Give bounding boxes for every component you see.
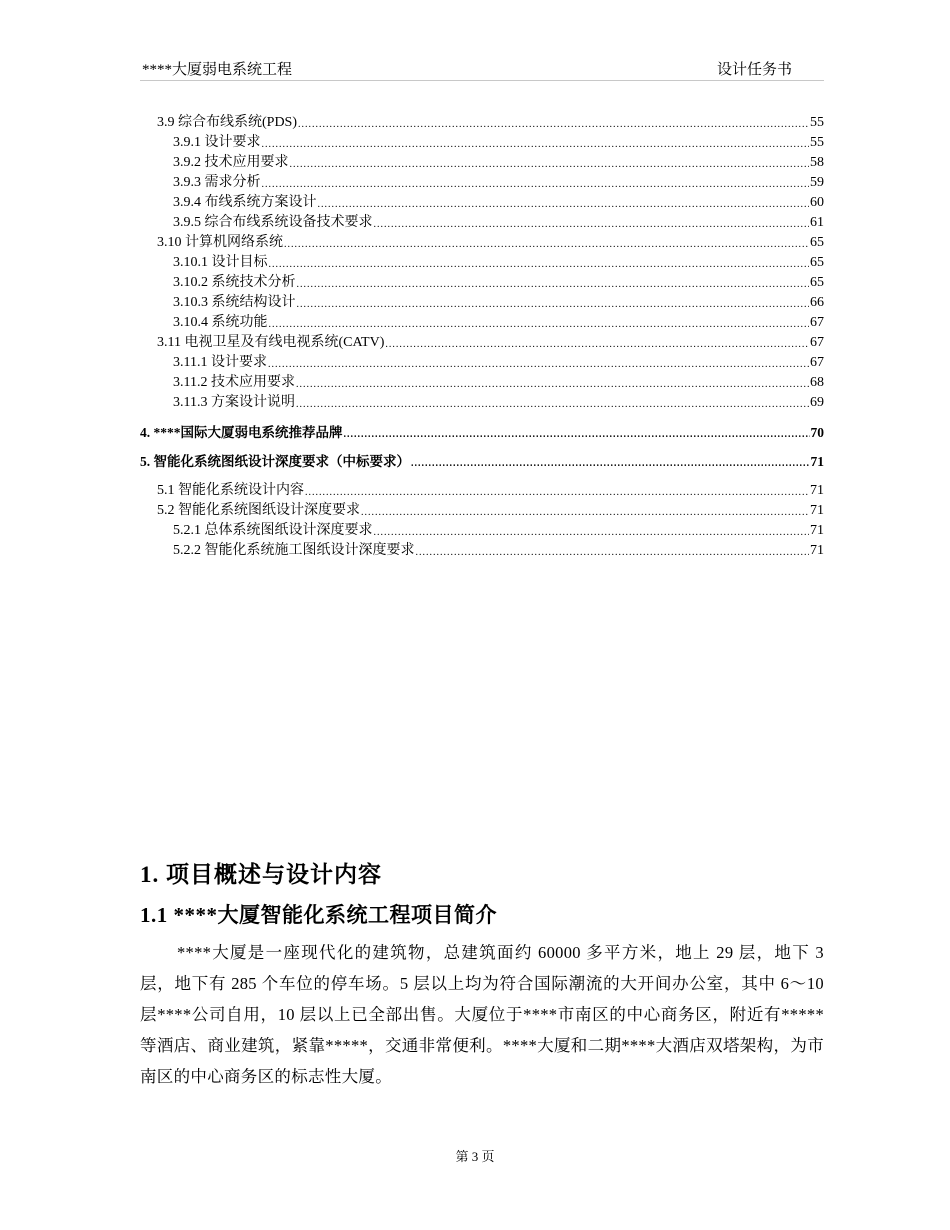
toc-entry-page: 58 [810, 155, 824, 170]
toc-entry-page: 70 [810, 425, 824, 440]
toc-entry[interactable] [140, 423, 824, 443]
toc-leader-dots [374, 525, 810, 541]
toc-entry-page: 65 [810, 275, 824, 290]
toc-leader-dots [296, 377, 809, 393]
toc-entry[interactable] [140, 193, 824, 213]
toc-leader-dots [262, 177, 810, 193]
toc-entry-page: 55 [810, 115, 824, 130]
toc-entry-title: 3.10 计算机网络系统 [157, 235, 283, 250]
toc-leader-dots [374, 217, 810, 233]
toc-entry-title: 3.11.1 设计要求 [173, 355, 267, 370]
toc-entry-title: 3.10.2 系统技术分析 [173, 275, 296, 290]
toc-entry-title: 3.9.3 需求分析 [173, 175, 261, 190]
toc-entry[interactable] [140, 173, 824, 193]
toc-leader-dots [297, 297, 810, 313]
toc-entry[interactable] [140, 233, 824, 253]
toc-leader-dots [411, 456, 810, 472]
toc-entry-page: 59 [810, 175, 824, 190]
toc-entry[interactable] [140, 373, 824, 393]
toc-entry-page: 61 [810, 215, 824, 230]
toc-entry-title: 5.2.2 智能化系统施工图纸设计深度要求 [173, 543, 415, 558]
header-doc-type: 设计任务书 [716, 62, 792, 78]
subsection-heading: 1.1 ****大厦智能化系统工程项目简介 [140, 903, 497, 927]
toc-entry-page: 68 [810, 375, 824, 390]
toc-entry[interactable] [140, 153, 824, 173]
section-heading: 1. 项目概述与设计内容 [140, 862, 382, 887]
toc-leader-dots [305, 485, 809, 501]
toc-entry-title: 3.9.5 综合布线系统设备技术要求 [173, 215, 373, 230]
toc-entry-page: 55 [810, 135, 824, 150]
toc-entry-page: 60 [810, 195, 824, 210]
toc-entry-title: 3.10.3 系统结构设计 [173, 295, 296, 310]
toc-entry-page: 65 [810, 255, 824, 270]
toc-entry[interactable] [140, 521, 824, 541]
toc-entry-title: 3.10.4 系统功能 [173, 315, 268, 330]
toc-entry[interactable] [140, 253, 824, 273]
toc-leader-dots [296, 397, 809, 413]
toc-leader-dots [284, 237, 809, 253]
toc-leader-dots [344, 427, 810, 443]
toc-entry-page: 67 [810, 315, 824, 330]
toc-entry-page: 67 [810, 355, 824, 370]
toc-entry-page: 71 [810, 483, 824, 498]
toc-entry-page: 71 [810, 523, 824, 538]
toc-entry-title: 3.10.1 设计目标 [173, 255, 268, 270]
toc-entry[interactable] [140, 213, 824, 233]
toc-leader-dots [298, 117, 809, 133]
toc-entry-title: 5.2.1 总体系统图纸设计深度要求 [173, 523, 373, 538]
page-number: 第 3 页 [455, 1149, 495, 1164]
toc-entry-title: 4. ****国际大厦弱电系统推荐品牌 [140, 425, 343, 440]
toc-entry-title: 3.11.3 方案设计说明 [173, 395, 295, 410]
toc-entry[interactable] [140, 333, 824, 353]
toc-entry[interactable] [140, 313, 824, 333]
toc-entry-page: 71 [810, 543, 824, 558]
toc-entry-title: 3.11 电视卫星及有线电视系统(CATV) [157, 335, 385, 350]
intro-paragraph: ****大厦是一座现代化的建筑物，总建筑面约 60000 多平方米，地上 29 层，地下 3 层，地下有 285 个车位的停车场。5 层以上均为符合国际潮流的大开间办公室，其中 6～10 层****公司自用，10 层以上已全部出售。大厦位于****市南区的中心商务区，附近有*****等酒店、商业建筑，紧靠*****，交通非常便利。****大厦和二期****大酒店双塔架构，为市南区的中心商务区的标志性大厦。 [140, 943, 824, 1086]
toc-entry[interactable] [140, 501, 824, 521]
toc-entry-title: 3.11.2 技术应用要求 [173, 375, 295, 390]
toc-entry-page: 69 [810, 395, 824, 410]
toc-entry-title: 3.9.1 设计要求 [173, 135, 261, 150]
table-of-contents [140, 113, 824, 561]
header-title: ****大厦弱电系统工程 [142, 62, 293, 78]
toc-entry-title: 3.9 综合布线系统(PDS) [157, 115, 298, 130]
toc-entry-page: 65 [810, 235, 824, 250]
toc-entry[interactable] [140, 133, 824, 153]
toc-leader-dots [268, 357, 809, 373]
toc-leader-dots [269, 317, 810, 333]
toc-leader-dots [269, 257, 810, 273]
toc-entry[interactable] [140, 481, 824, 501]
toc-leader-dots [416, 545, 810, 561]
toc-leader-dots [385, 337, 809, 353]
toc-entry[interactable] [140, 353, 824, 373]
toc-entry[interactable] [140, 293, 824, 313]
toc-entry-page: 71 [810, 503, 824, 518]
toc-entry[interactable] [140, 273, 824, 293]
toc-entry[interactable] [140, 541, 824, 561]
toc-leader-dots [318, 197, 810, 213]
toc-entry[interactable] [140, 113, 824, 133]
toc-entry[interactable] [140, 452, 824, 472]
toc-entry-title: 5. 智能化系统图纸设计深度要求（中标要求） [140, 454, 410, 469]
toc-leader-dots [290, 157, 810, 173]
toc-entry-title: 3.9.4 布线系统方案设计 [173, 195, 317, 210]
toc-entry-title: 5.2 智能化系统图纸设计深度要求 [157, 503, 360, 518]
page-header [140, 56, 824, 81]
toc-entry-title: 5.1 智能化系统设计内容 [157, 483, 304, 498]
toc-entry[interactable] [140, 393, 824, 413]
toc-leader-dots [262, 137, 810, 153]
toc-entry-page: 66 [810, 295, 824, 310]
toc-entry-title: 3.9.2 技术应用要求 [173, 155, 289, 170]
toc-leader-dots [297, 277, 810, 293]
toc-leader-dots [361, 505, 809, 521]
toc-entry-page: 67 [810, 335, 824, 350]
toc-entry-page: 71 [810, 454, 824, 469]
